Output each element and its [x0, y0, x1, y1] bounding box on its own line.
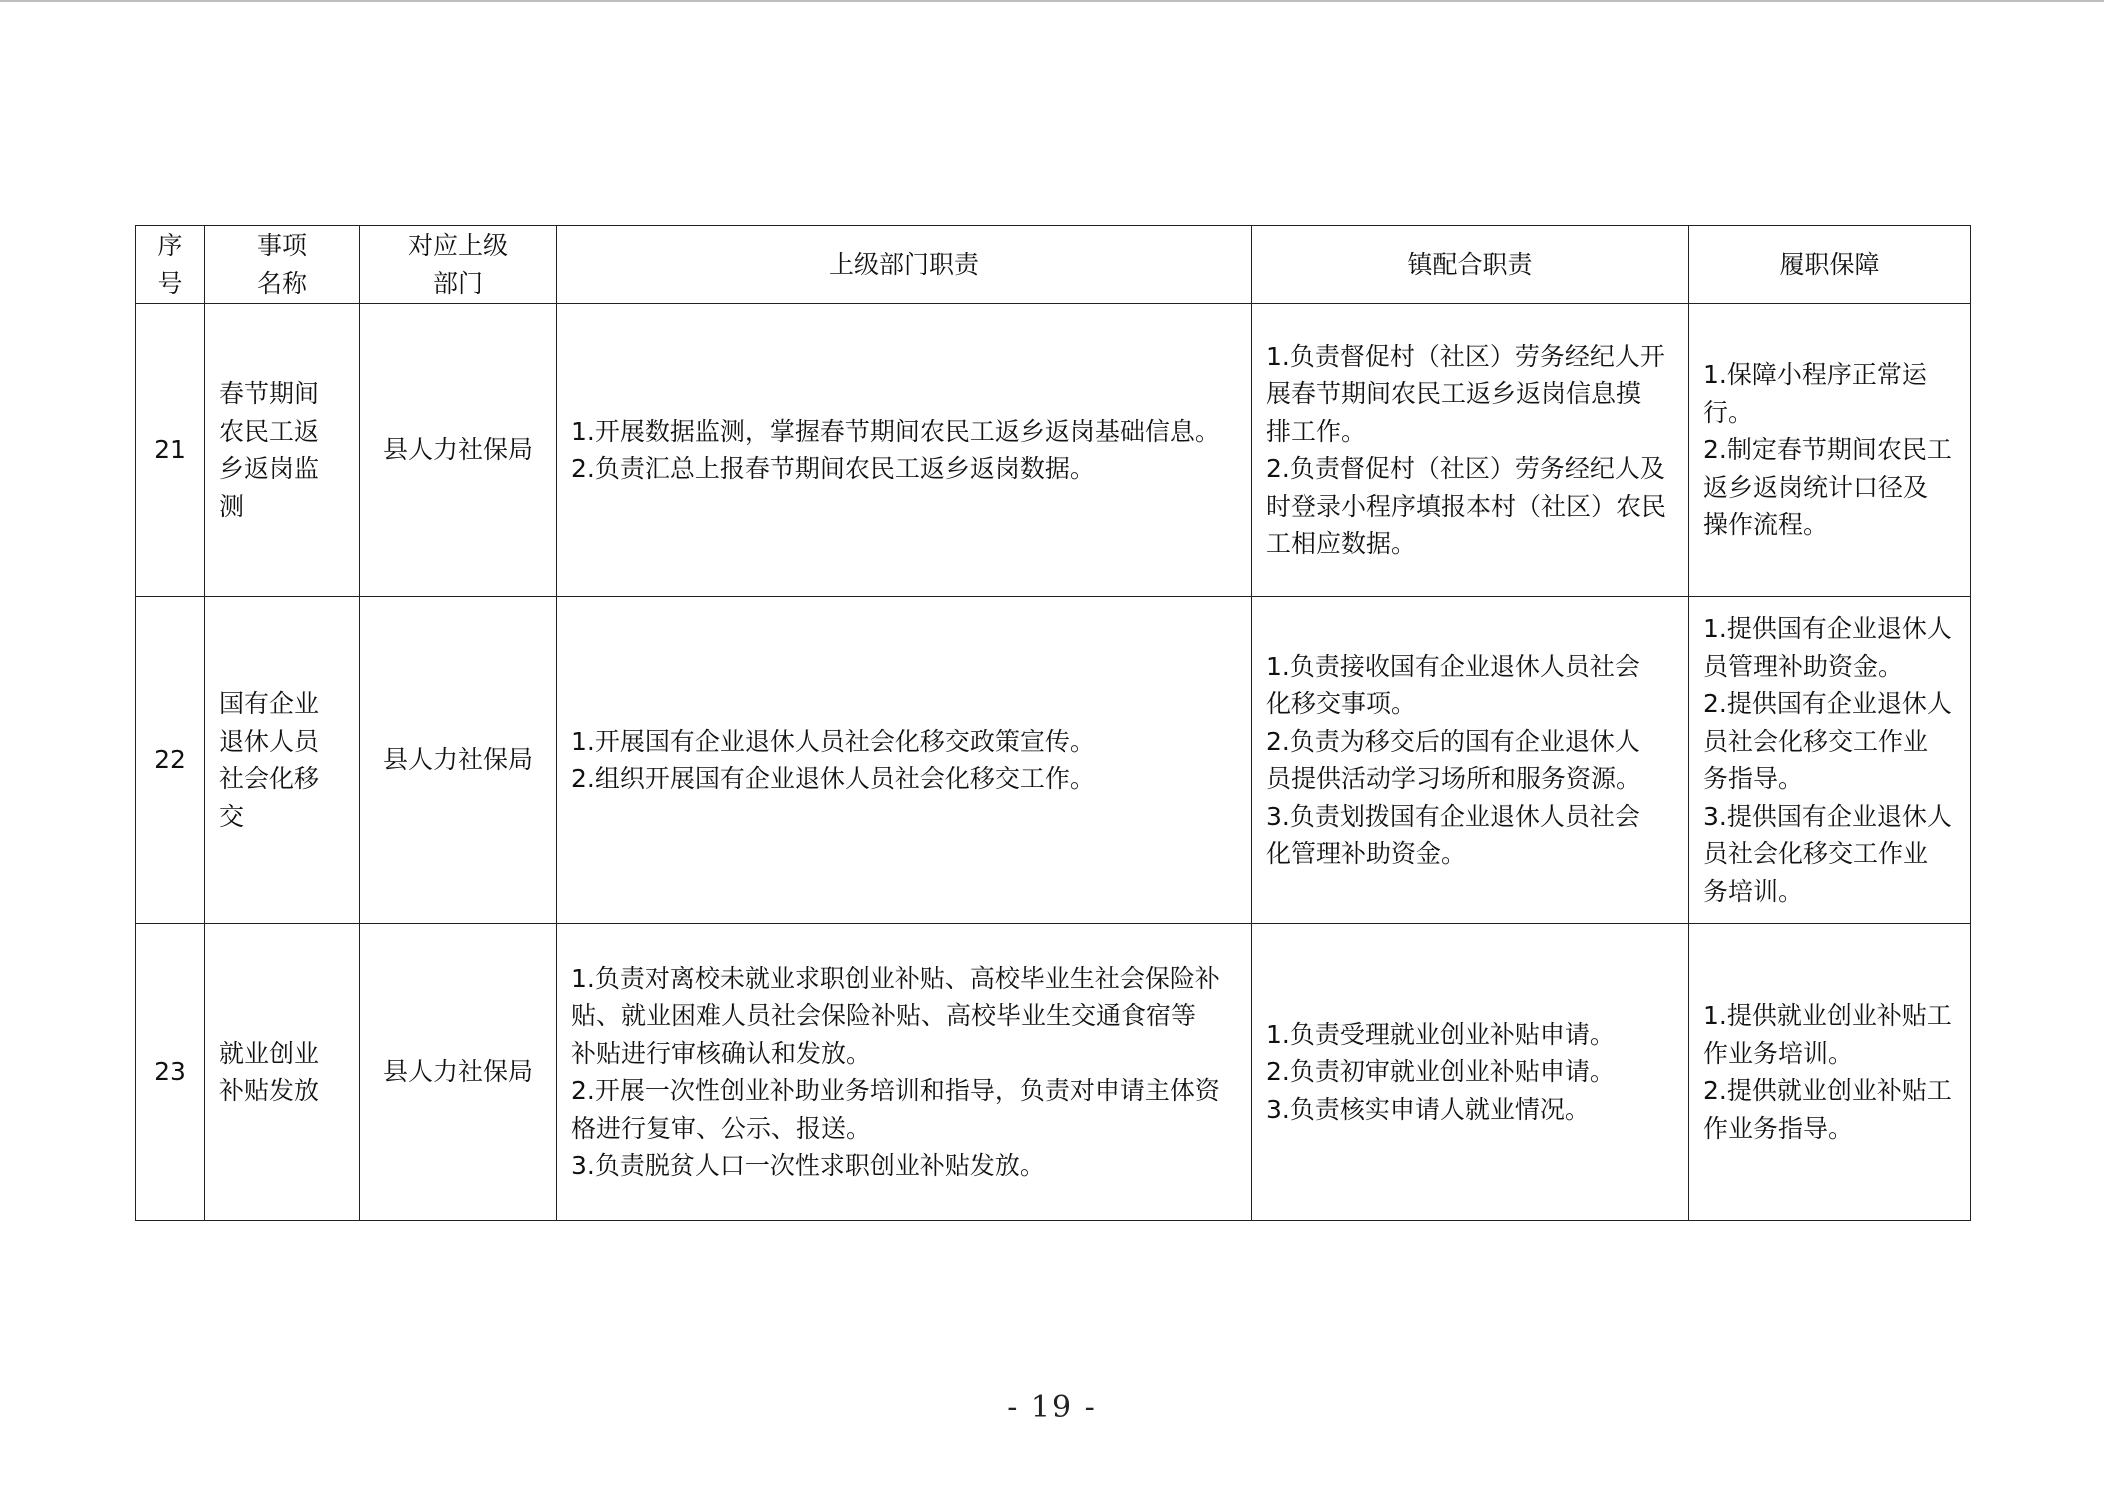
responsibility-table: [135, 225, 1971, 1221]
header-upper-dept: 对应上级 部门: [360, 226, 557, 304]
header-seq: 序 号: [136, 226, 205, 304]
guarantee: 1.提供就业创业补贴工 作业务培训。 2.提供就业创业补贴工 作业务指导。: [1689, 924, 1971, 1221]
upper-duties: 1.负责对离校未就业求职创业补贴、高校毕业生社会保险补 贴、就业困难人员社会保险补贴、高校毕业生交通食宿等 补贴进行审核确认和发放。 2.开展一次性创业补助业务培训和指导，负责对申请主体资 格进行复审、公示、报送。 3.负责脱贫人口一次性求职创业补贴发放。: [557, 924, 1252, 1221]
guarantee: 1.保障小程序正常运 行。 2.制定春节期间农民工 返乡返岗统计口径及 操作流程。: [1689, 304, 1971, 597]
table-row: [136, 304, 1971, 597]
row-number: 22: [136, 597, 205, 924]
upper-dept: 县人力社保局: [360, 924, 557, 1221]
town-duties: 1.负责受理就业创业补贴申请。 2.负责初审就业创业补贴申请。 3.负责核实申请人就业情况。: [1252, 924, 1689, 1221]
upper-duties: 1.开展国有企业退休人员社会化移交政策宣传。 2.组织开展国有企业退休人员社会化移交工作。: [557, 597, 1252, 924]
header-town-duties: 镇配合职责: [1252, 226, 1689, 304]
upper-dept: 县人力社保局: [360, 304, 557, 597]
town-duties: 1.负责接收国有企业退休人员社会 化移交事项。 2.负责为移交后的国有企业退休人 员提供活动学习场所和服务资源。 3.负责划拨国有企业退休人员社会 化管理补助资金。: [1252, 597, 1689, 924]
item-name: 就业创业 补贴发放: [205, 924, 360, 1221]
header-item-name: 事项 名称: [205, 226, 360, 304]
upper-duties: 1.开展数据监测，掌握春节期间农民工返乡返岗基础信息。 2.负责汇总上报春节期间农民工返乡返岗数据。: [557, 304, 1252, 597]
upper-dept: 县人力社保局: [360, 597, 557, 924]
item-name: 国有企业 退休人员 社会化移 交: [205, 597, 360, 924]
header-guarantee: 履职保障: [1689, 226, 1971, 304]
item-name: 春节期间 农民工返 乡返岗监 测: [205, 304, 360, 597]
top-border-line: [0, 0, 2104, 2]
row-number: 21: [136, 304, 205, 597]
header-upper-duties: 上级部门职责: [557, 226, 1252, 304]
page-number: - 19 -: [1007, 1390, 1097, 1425]
town-duties: 1.负责督促村（社区）劳务经纪人开 展春节期间农民工返乡返岗信息摸 排工作。 2.负责督促村（社区）劳务经纪人及 时登录小程序填报本村（社区）农民 工相应数据。: [1252, 304, 1689, 597]
table-row: [136, 597, 1971, 924]
guarantee: 1.提供国有企业退休人 员管理补助资金。 2.提供国有企业退休人 员社会化移交工作业 务指导。 3.提供国有企业退休人 员社会化移交工作业 务培训。: [1689, 597, 1971, 924]
table-row: [136, 924, 1971, 1221]
row-number: 23: [136, 924, 205, 1221]
table-header-row: [136, 226, 1971, 304]
